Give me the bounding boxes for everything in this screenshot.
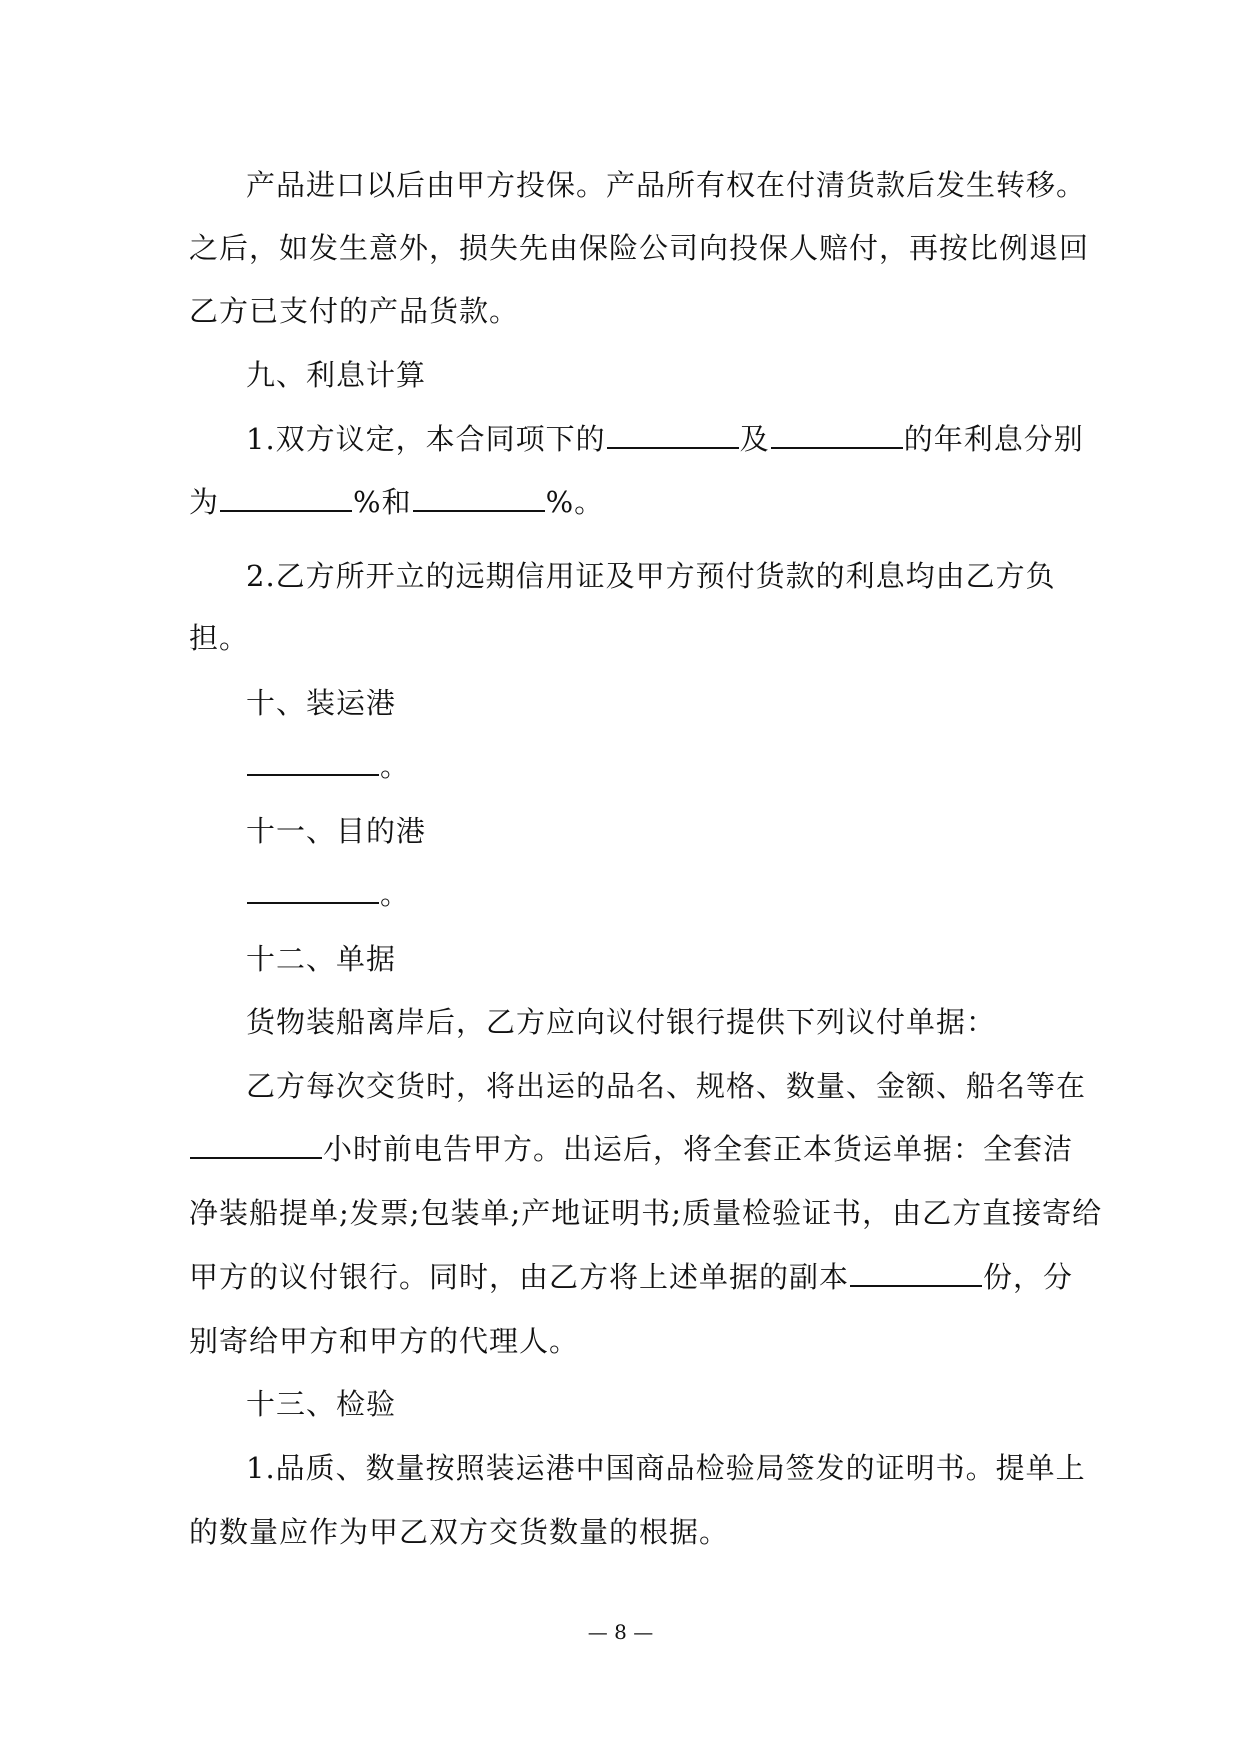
paragraph-line: 2.乙方所开立的远期信用证及甲方预付货款的利息均由乙方负	[246, 559, 1056, 593]
paragraph-line: 货物装船离岸后，乙方应向议付银行提供下列议付单据：	[246, 1005, 997, 1039]
paragraph-line: 的数量应作为甲乙双方交货数量的根据。	[189, 1515, 730, 1549]
text-segment: 份，分	[983, 1260, 1074, 1294]
page-number: — 8 —	[587, 1620, 654, 1644]
fill-in-blank	[190, 1133, 322, 1159]
text-segment: 小时前电告甲方。出运后，将全套正本货运单据：全套洁	[323, 1132, 1074, 1166]
text-segment: 。	[380, 877, 411, 911]
text-segment: 的年利息分别	[903, 422, 1084, 456]
paragraph-line: 净装船提单;发票;包装单;产地证明书;质量检验证书，由乙方直接寄给	[189, 1196, 1103, 1230]
paragraph-line	[246, 421, 1084, 457]
text-segment: 。	[380, 749, 411, 783]
fill-in-blank	[850, 1261, 982, 1287]
section-heading-interest: 九、利息计算	[246, 358, 427, 392]
text-segment: 甲方的议付银行。同时，由乙方将上述单据的副本	[189, 1260, 850, 1294]
section-heading-destination-port: 十一、目的港	[246, 814, 427, 848]
paragraph-line	[189, 1131, 1073, 1167]
fill-in-blank	[247, 878, 379, 904]
fill-in-blank	[247, 750, 379, 776]
section-heading-documents: 十二、单据	[246, 942, 397, 976]
paragraph-line: 之后，如发生意外，损失先由保险公司向投保人赔付，再按比例退回	[189, 231, 1090, 265]
paragraph-line	[189, 484, 604, 520]
paragraph-line	[189, 1259, 1073, 1295]
paragraph-line: 别寄给甲方和甲方的代理人。	[189, 1324, 580, 1358]
section-heading-inspection: 十三、检验	[246, 1387, 397, 1421]
paragraph-line: 1.品质、数量按照装运港中国商品检验局签发的证明书。提单上	[246, 1451, 1086, 1485]
section-heading-loading-port: 十、装运港	[246, 686, 397, 720]
text-segment: %和	[353, 485, 412, 519]
paragraph-line: 乙方已支付的产品货款。	[189, 294, 520, 328]
paragraph-line: 担。	[189, 621, 250, 655]
text-segment: %。	[545, 485, 605, 519]
paragraph-line: 产品进口以后由甲方投保。产品所有权在付清货款后发生转移。	[246, 168, 1087, 202]
text-segment: 为	[189, 485, 220, 519]
fill-in-blank	[607, 423, 739, 449]
paragraph-line	[246, 876, 410, 912]
text-segment: 及	[739, 422, 770, 456]
paragraph-line: 乙方每次交货时，将出运的品名、规格、数量、金额、船名等在	[246, 1069, 1087, 1103]
fill-in-blank	[771, 423, 903, 449]
paragraph-line	[246, 748, 410, 784]
text-segment: 1.双方议定，本合同项下的	[246, 422, 606, 456]
fill-in-blank	[220, 486, 352, 512]
fill-in-blank	[413, 486, 545, 512]
